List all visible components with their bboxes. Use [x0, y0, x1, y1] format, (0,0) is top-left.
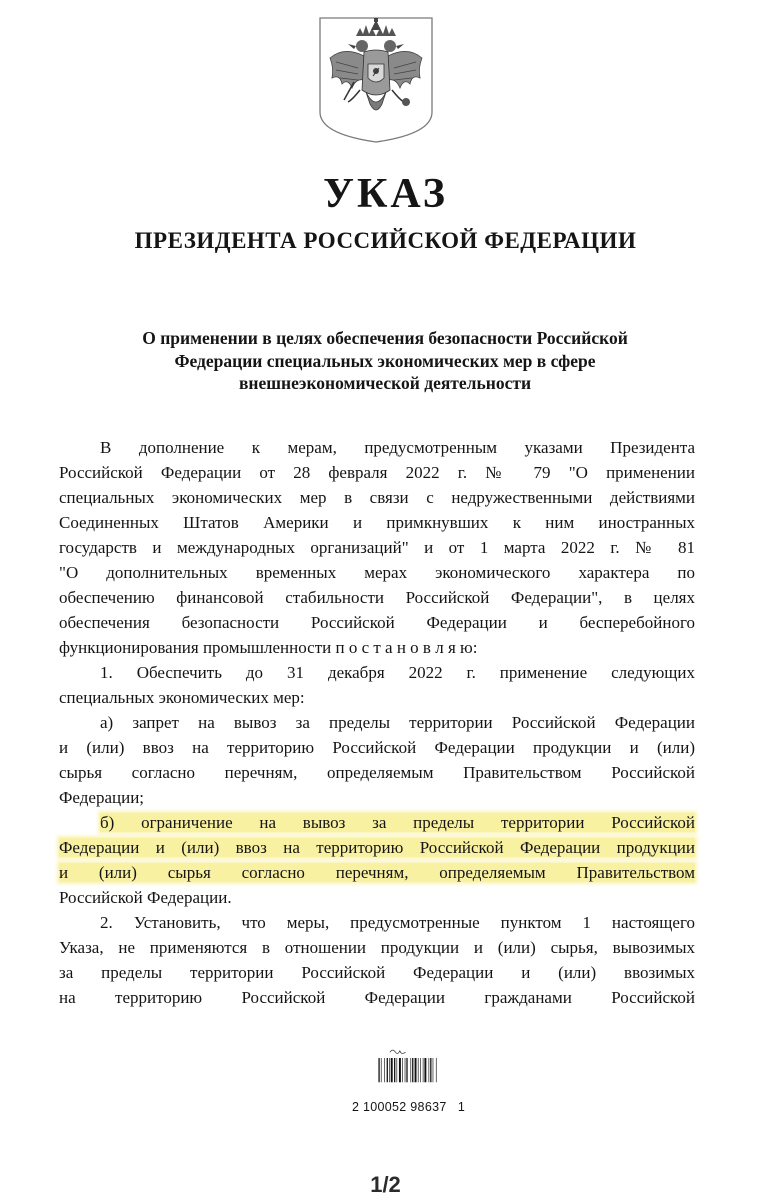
body-line: и (или) ввоз на территорию Российской Федерации продукции и (или) — [59, 738, 695, 757]
decree-subject-line: О применении в целях обеспечения безопасности Российской — [142, 328, 628, 348]
page-indicator: 1/2 — [370, 1172, 401, 1197]
body-line: 1. Обеспечить до 31 декабря 2022 г. применение следующих — [100, 663, 695, 682]
body-line: В дополнение к мерам, предусмотренным указами Президента — [100, 438, 695, 457]
highlighted-text: б) ограничение на вывоз за пределы территории Российской — [100, 813, 695, 832]
body-line: Соединенных Штатов Америки и примкнувших к ним иностранных — [59, 513, 695, 532]
body-line: Указа, не применяются в отношении продукции и (или) сырья, вывозимых — [59, 938, 695, 957]
body-line: Федерации; — [59, 788, 145, 807]
body-line — [59, 861, 695, 885]
decree-subject-line: внешнеэкономической деятельности — [238, 373, 532, 393]
body-line: Российской Федерации от 28 февраля 2022 г. № 79 "О применении — [59, 463, 695, 482]
decree-issuer: ПРЕЗИДЕНТА РОССИЙСКОЙ ФЕДЕРАЦИИ — [134, 228, 637, 253]
body-line: обеспечению финансовой стабильности Российской Федерации", в целях — [59, 588, 695, 607]
highlighted-text: Федерации и (или) ввоз на территорию Российской Федерации продукции — [59, 838, 695, 857]
body-line: государств и международных организаций" и от 1 марта 2022 г. № 81 — [59, 538, 695, 557]
barcode-number: 2 100052 98637 1 — [352, 1100, 466, 1114]
body-line — [59, 836, 695, 860]
highlighted-text: и (или) сырья согласно перечням, определяемым Правительством — [59, 863, 695, 882]
body-line: Российской Федерации. — [59, 888, 232, 907]
barcode — [352, 1048, 482, 1098]
body-line: а) запрет на вывоз за пределы территории Российской Федерации — [100, 713, 695, 732]
coat-of-arms-emblem — [318, 16, 434, 144]
body-line: обеспечения безопасности Российской Федерации и бесперебойного — [59, 613, 695, 632]
body-line — [100, 811, 695, 835]
decree-subject-line: Федерации специальных экономических мер в сфере — [174, 350, 596, 371]
body-line: специальных экономических мер: — [59, 688, 305, 707]
body-line: специальных экономических мер в связи с недружественными действиями — [59, 488, 695, 507]
decree-title: УКАЗ — [323, 171, 448, 217]
body-line: функционирования промышленности п о с т а н о в л я ю: — [59, 638, 478, 657]
body-line: за пределы территории Российской Федерации и (или) ввозимых — [59, 963, 695, 982]
body-line: 2. Установить, что меры, предусмотренные пунктом 1 настоящего — [100, 913, 695, 932]
decree-subject — [70, 327, 700, 395]
body-line: сырья согласно перечням, определяемым Правительством Российской — [59, 763, 695, 782]
body-line: на территорию Российской Федерации гражданами Российской — [59, 988, 695, 1007]
body-line: "О дополнительных временных мерах экономического характера по — [59, 563, 695, 582]
